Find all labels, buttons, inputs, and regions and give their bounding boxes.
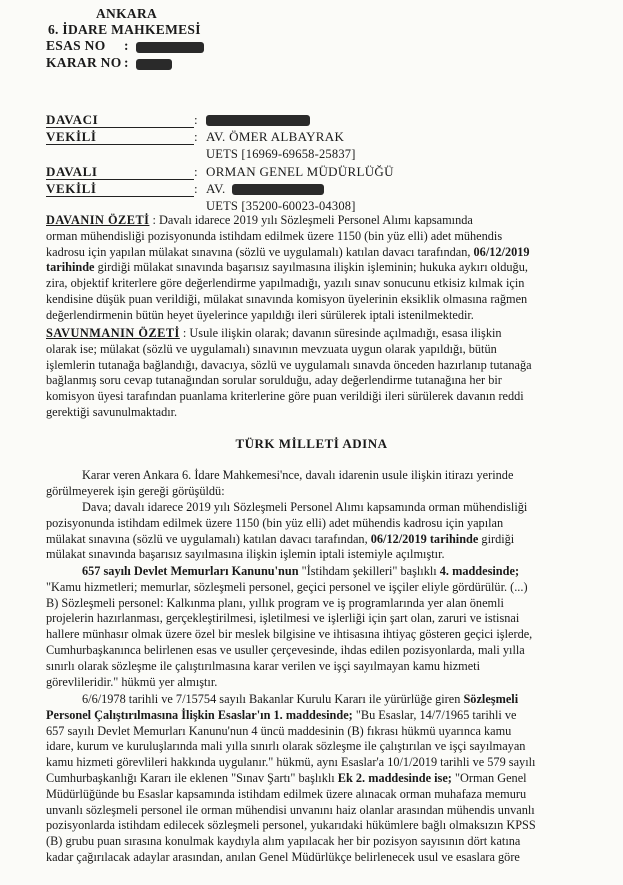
body-p2-line-1: Dava; davalı idarece 2019 yılı Sözleşmeli Personel Alımı kapsamında orman mühendisliği bbox=[82, 500, 528, 514]
body-paragraph-4 bbox=[46, 692, 608, 866]
davanin-ozeti-paragraph bbox=[46, 213, 608, 324]
davali-label: DAVALI bbox=[46, 164, 98, 179]
davaci-colon: : bbox=[194, 112, 198, 127]
davaci-vekili-colon: : bbox=[194, 129, 198, 144]
body-p4-line-5: kamu hizmeti görevlileri hakkında uygulanır." hükmü, aynı Esaslar'a 10/1/2019 tarihli ve 579 sayılı bbox=[46, 755, 536, 770]
davaci-vekili-label: VEKİLİ bbox=[46, 129, 97, 144]
davaci-row bbox=[46, 112, 606, 128]
davanin-line-6: kendisine düşük puan verildiği, mülakat sınavında komisyon üyelerinin eksiklik olmasına rağmen bbox=[46, 291, 528, 306]
redacted-esas-no bbox=[136, 42, 204, 53]
esas-no-label: ESAS NO bbox=[46, 38, 106, 53]
davanin-tarihinde: tarihinde bbox=[46, 260, 95, 275]
davali-vekili-underline bbox=[46, 196, 194, 197]
davali-value: ORMAN GENEL MÜDÜRLÜĞÜ bbox=[206, 164, 394, 179]
davanin-ozeti-label: DAVANIN ÖZETİ bbox=[46, 213, 150, 227]
court-name: 6. İDARE MAHKEMESİ bbox=[48, 22, 201, 37]
davali-vekili-prefix: AV. bbox=[206, 181, 226, 196]
esas-no-colon: : bbox=[124, 38, 129, 53]
davali-colon: : bbox=[194, 164, 198, 179]
decision-title: TÜRK MİLLETİ ADINA bbox=[235, 436, 388, 451]
davaci-uets: UETS [16969-69658-25837] bbox=[206, 147, 356, 161]
body-p3-line-2: "Kamu hizmetleri; memurlar, sözleşmeli personel, geçici personel ve işçiler eliyle gördürülür. (...) bbox=[46, 579, 528, 594]
savunmanin-ozeti-label: SAVUNMANIN ÖZETİ bbox=[46, 326, 180, 340]
davali-vekili-colon: : bbox=[194, 181, 198, 196]
body-p3-line-7: sınırlı olarak sözleşme ile çalıştırılmasına karar verilen ve işçi sayılmayan kamu hizmeti bbox=[46, 658, 481, 673]
body-p3-line-6: Cumhurbaşkanınca belirlenen esas ve usuller çerçevesinde, ihdas edilen pozisyonlarda, mali yılla bbox=[46, 642, 525, 657]
body-p1-line-2: görülmeyerek işin gereği görüşüldü: bbox=[46, 483, 225, 498]
body-paragraph-2 bbox=[46, 500, 608, 563]
body-p4-line-11: kadar çağırılacak adaylar arasından, anılan Genel Müdürlükçe belirlenecek usul ve esaslara göre bbox=[46, 849, 520, 864]
body-p3-law: 657 sayılı Devlet Memurları Kanunu'nun bbox=[82, 564, 299, 578]
davali-uets: UETS [35200-60023-04308] bbox=[206, 199, 356, 213]
body-p3-line-8: görevlileridir." hükmü yer almıştır. bbox=[46, 674, 218, 689]
davanin-line-5: zira, objektif kriterlere göre değerlendirme yapılmadığı, yazılı sınav sonucunu etkisiz kılmak için bbox=[46, 276, 525, 291]
davanin-date: 06/12/2019 bbox=[470, 244, 530, 259]
karar-no-row bbox=[46, 55, 129, 71]
body-p2-date: 06/12/2019 tarihinde bbox=[367, 531, 479, 546]
body-p1-line-1: Karar veren Ankara 6. İdare Mahkemesi'nce, davalı idarenin usule ilişkin itirazı yerinde bbox=[82, 468, 514, 482]
redacted-davali-vekili-name bbox=[232, 184, 324, 195]
savunma-line-4: bağlanmış soru cevap tutanağından sorular sorulduğu, aday değerlendirme tutanağına her bir bbox=[46, 373, 502, 388]
davaci-vekili-underline bbox=[46, 144, 194, 145]
savunma-line-5: komisyon üyesi tarafından puanlama kriterlerine göre puan verildiği ileri sürülerek davanın reddi bbox=[46, 389, 524, 404]
davaci-underline bbox=[46, 127, 194, 128]
body-paragraph-3 bbox=[46, 564, 608, 690]
body-p3-article: 4. maddesinde; bbox=[436, 564, 520, 578]
esas-no-row bbox=[46, 38, 129, 54]
body-p4-line-8: unvanlı sözleşmeli personel ile orman mühendisi unvanını haiz olanlar arasından mühendis unvanlı bbox=[46, 802, 535, 817]
body-p4-line-4: idare, kurum ve kuruluşlarında mali yılla sınırlı olarak sözleşme ile çalıştırılan ve işçi sayılmayan bbox=[46, 739, 526, 754]
body-p3-line-4: projelerin hazırlanması, gerçekleştirilmesi, işletilmesi ve işlerliği için şart olan, zaruri ve istisnai bbox=[46, 611, 520, 626]
body-p4-line-3: 657 sayılı Devlet Memurları Kanunu'nun 4 üncü maddesinin (B) fıkrası hükmü uyarınca kamu bbox=[46, 723, 512, 738]
body-p3-line-5: hallere münhasır olmak üzere özel bir meslek bilgisine ve ihtisasına ihtiyaç gösteren geçici işlerde, bbox=[46, 627, 533, 642]
davali-vekili-row bbox=[46, 181, 606, 197]
body-p2-line-2: pozisyonunda istihdam edilmek üzere 1150 (bin yüz elli) adet mühendis kadrosu için yapılan bbox=[46, 515, 504, 530]
davaci-vekili-row bbox=[46, 129, 606, 145]
karar-no-label: KARAR NO bbox=[46, 55, 122, 70]
body-p4-orman-genel: "Orman Genel bbox=[451, 770, 527, 785]
davali-row bbox=[46, 164, 606, 180]
body-p3-title: "İstihdam şekilleri" başlıklı bbox=[298, 564, 437, 578]
redacted-davaci-name bbox=[206, 115, 310, 126]
body-p2-line-4: mülakat sınavında başarısız sayılmasına ilişkin işlemin iptali istemiyle açılmıştır. bbox=[46, 547, 445, 562]
davali-underline bbox=[46, 179, 194, 180]
savunmanin-ozeti-paragraph bbox=[46, 326, 608, 421]
davaci-label: DAVACI bbox=[46, 112, 99, 127]
davanin-line-1: : Davalı idarece 2019 yılı Sözleşmeli Personel Alımı kapsamında bbox=[149, 213, 473, 227]
savunma-line-2: olarak ise; mülakat (sözlü ve uygulamalı) sınavının mevzuata uygun olarak yapıldığı, bütün bbox=[46, 341, 497, 356]
savunma-line-1: : Usule ilişkin olarak; davanın süresinde açılmadığı, esasa ilişkin bbox=[179, 326, 502, 340]
body-p4-line-7: Müdürlüğünde bu Esaslar kapsamında istihdam edilmek üzere alınacak orman muhafaza memuru bbox=[46, 786, 527, 801]
body-p4-line-10: (B) grubu puan sırasına konulmak kaydıyla alım yapılacak her bir pozisyon sayısının dört katına bbox=[46, 834, 521, 849]
body-p4-esaslar: Personel Çalıştırılmasına İlişkin Esaslar'ın 1. maddesinde; bbox=[46, 707, 353, 722]
body-p2-girdigi: girdiği bbox=[478, 531, 515, 546]
body-p4-line-6: Cumhurbaşkanlığı Kararı ile eklenen "Sınav Şartı" başlıklı bbox=[46, 770, 335, 785]
davanin-line-4: girdiği mülakat sınavında başarısız sayılmasına ilişkin işleminin; hukuka aykırı olduğu, bbox=[94, 260, 528, 275]
redacted-karar-no bbox=[136, 59, 172, 70]
karar-no-colon: : bbox=[124, 55, 129, 70]
davaci-vekili-value: AV. ÖMER ALBAYRAK bbox=[206, 129, 345, 144]
body-p4-sozlesmeli: Sözleşmeli bbox=[460, 692, 519, 706]
body-p4-line-1: 6/6/1978 tarihli ve 7/15754 sayılı Bakanlar Kurulu Kararı ile yürürlüğe giren bbox=[82, 692, 461, 706]
davanin-line-2: orman mühendisliği pozisyonunda istihdam edilmek üzere 1150 (bin yüz elli) adet mühendis bbox=[46, 228, 503, 243]
body-p4-ek2: Ek 2. maddesinde ise; bbox=[334, 770, 452, 785]
body-p4-line-2: "Bu Esaslar, 14/7/1965 tarihli ve bbox=[352, 707, 517, 722]
body-paragraph-1 bbox=[46, 468, 608, 500]
body-p2-line-3: mülakat sınavına (sözlü ve uygulamalı) katılan davacı tarafından, bbox=[46, 531, 368, 546]
court-city: ANKARA bbox=[96, 6, 158, 21]
body-p3-line-3: B) Sözleşmeli personel: Kalkınma planı, yıllık program ve iş programlarında yer alan önemli bbox=[46, 595, 504, 610]
davanin-line-3: kadrosu için yapılan mülakat sınavına (sözlü ve uygulamalı) katılan davacı tarafından, bbox=[46, 244, 471, 259]
savunma-line-6: gerektiği savunulmaktadır. bbox=[46, 404, 178, 419]
davali-vekili-label: VEKİLİ bbox=[46, 181, 97, 196]
savunma-line-3: işlemlerin tutanağa bağlandığı, davacıya, sözlü ve uygulamalı sınavda önceden hazırlanıp tutanağa bbox=[46, 357, 532, 372]
davanin-line-7: değerlendirmenin bütün heyet üyelerince yapıldığı ileri sürülerek iptali istenilmektedir. bbox=[46, 307, 474, 322]
body-p4-line-9: pozisyonlarda istihdam edilecek sözleşmeli personel, yukarıdaki hükümlere bağlı olmaksızın KPSS bbox=[46, 818, 536, 833]
